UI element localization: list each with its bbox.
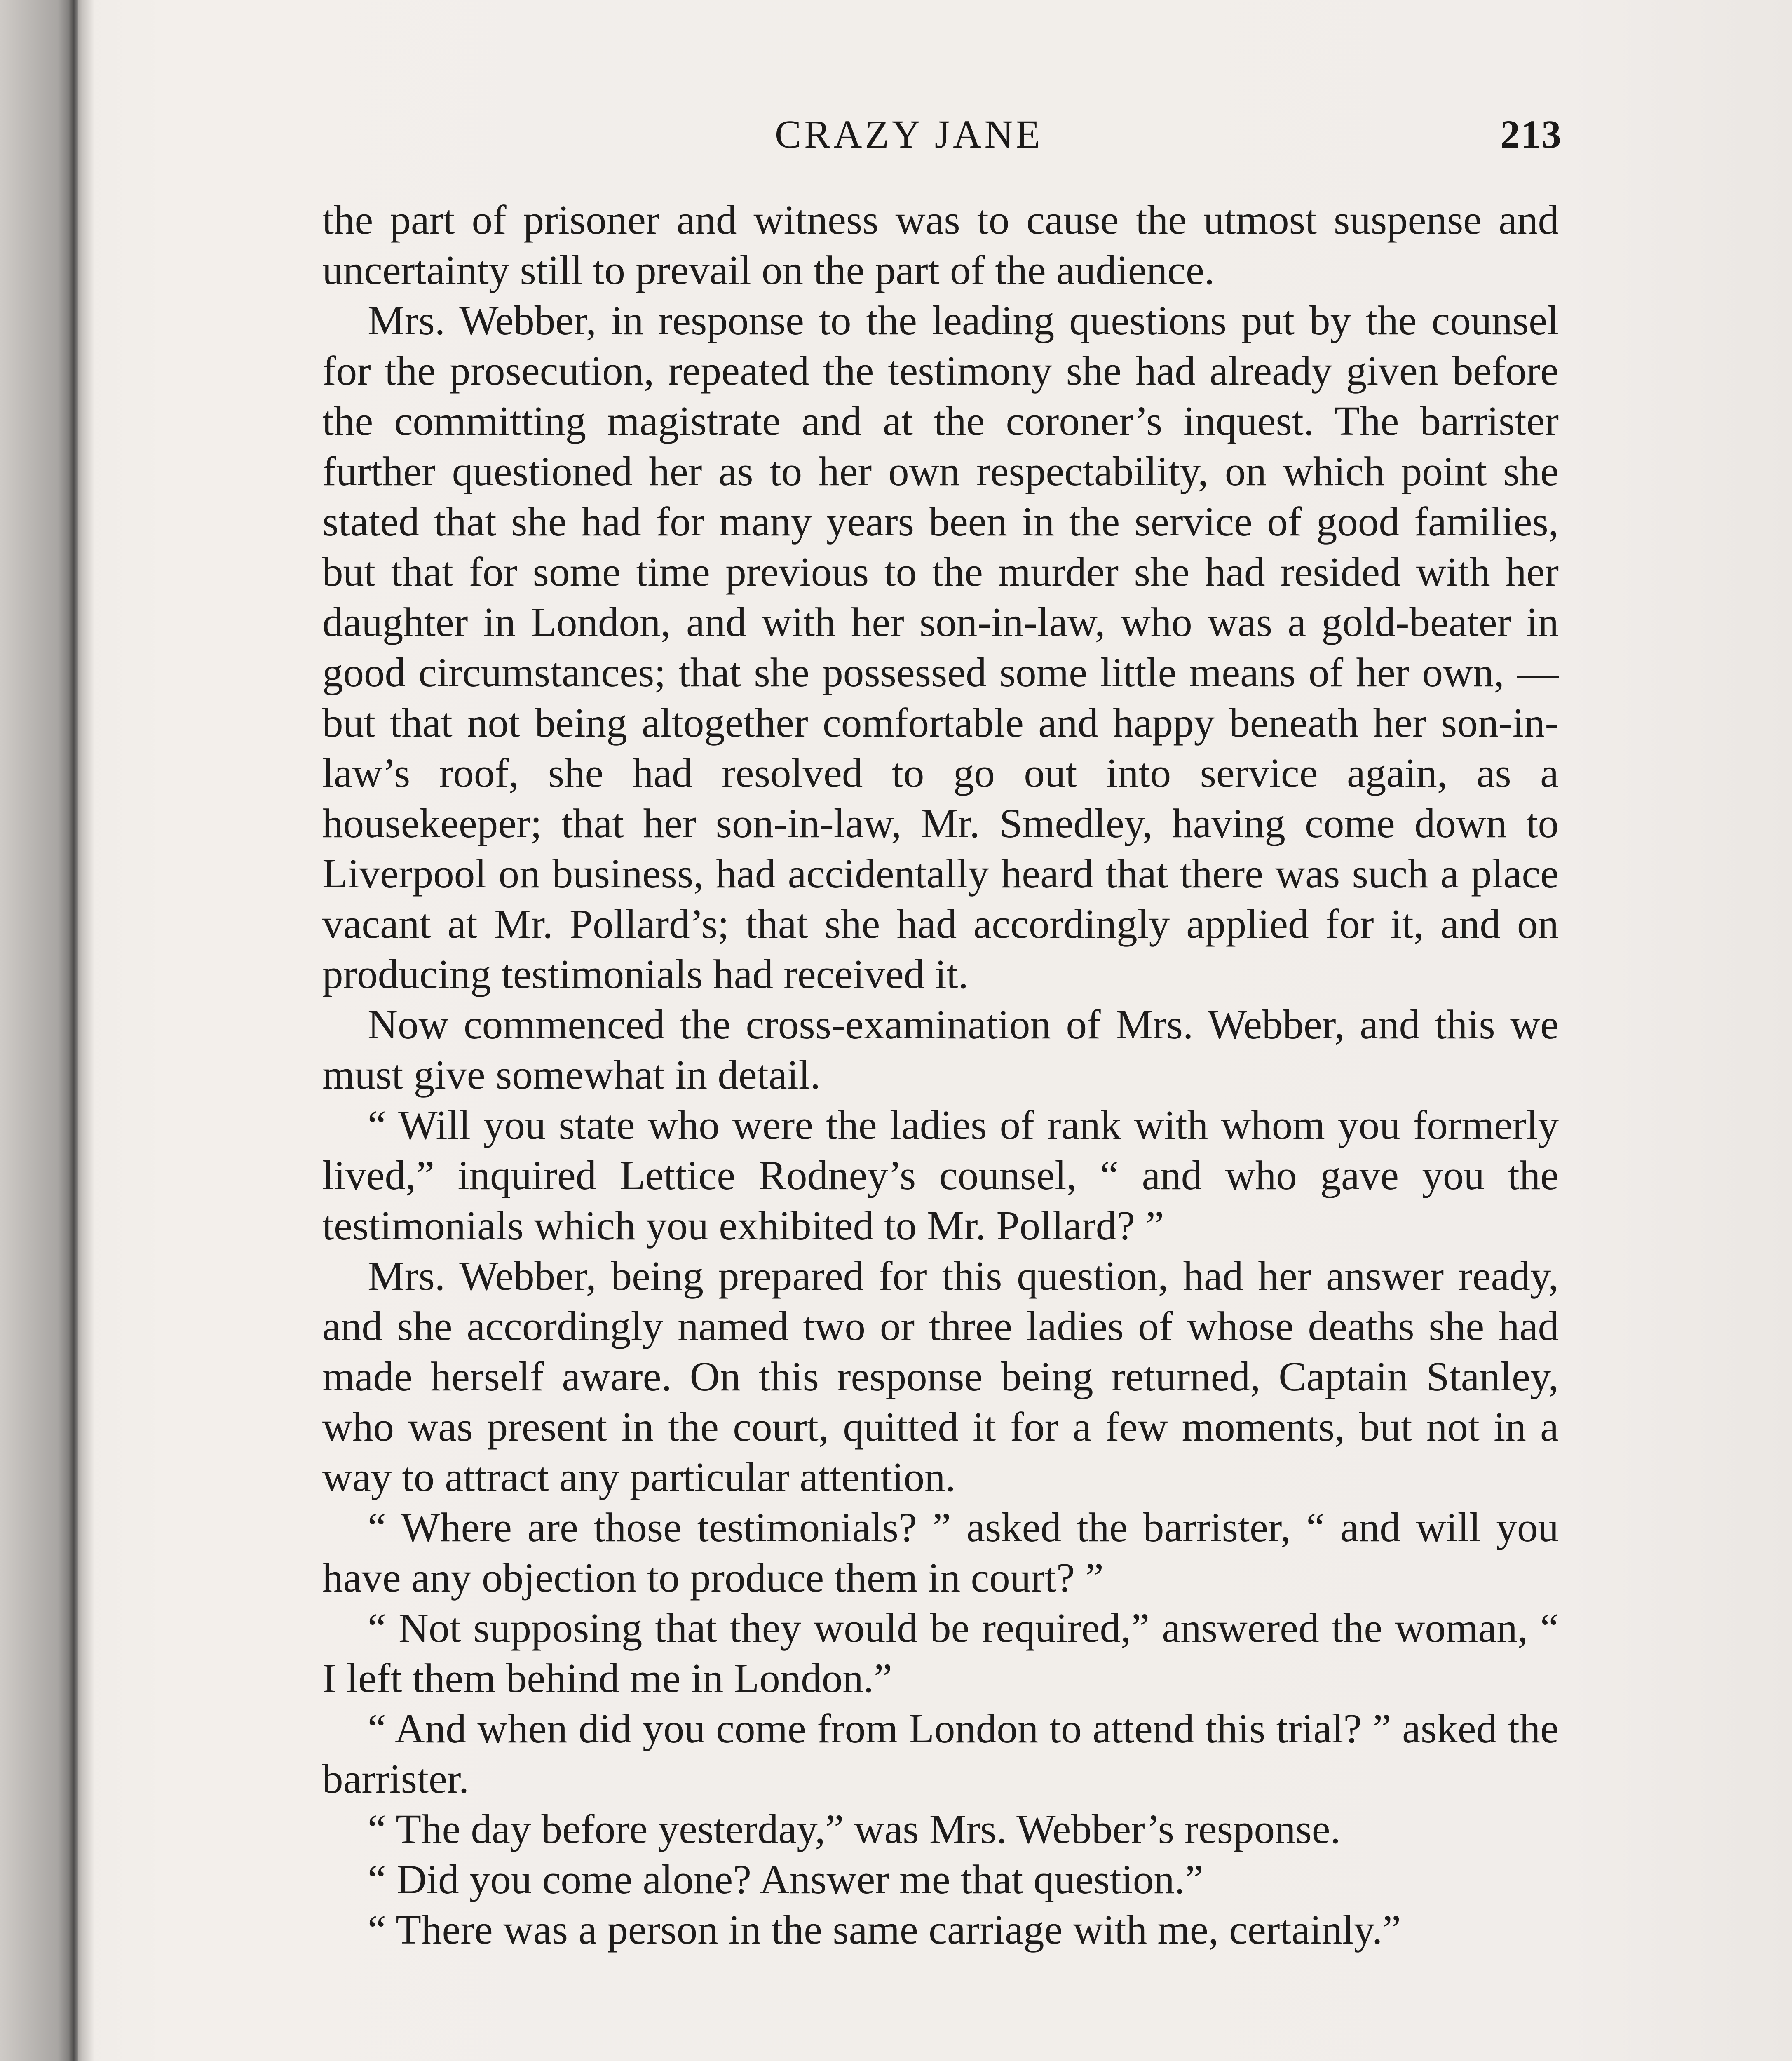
paragraph: “ And when did you come from London to attend this trial? ” asked the barrister. xyxy=(322,1705,1559,1802)
paragraph: Mrs. Webber, being prepared for this question, had her answer ready, and she accordingly named two or three ladies of whose deaths she had made herself aware. On this response being returned, Captain Stanley, who was present in the court, quitted it for a few moments, but not in a way to attract any particular attention. xyxy=(322,1253,1559,1500)
page-number: 213 xyxy=(1500,112,1562,156)
paragraph: Now commenced the cross-examination of Mrs. Webber, and this we must give somewhat in detail. xyxy=(322,1001,1559,1098)
paragraph: “ Did you come alone? Answer me that question.” xyxy=(368,1856,1203,1902)
paragraph: “ Not supposing that they would be required,” answered the woman, “ I left them behind me in London.” xyxy=(322,1605,1559,1701)
running-header xyxy=(321,111,1562,165)
paragraph: the part of prisoner and witness was to cause the utmost suspense and uncertainty still to prevail on the part of the audience. xyxy=(322,197,1559,293)
paragraph: “ Where are those testimonials? ” asked the barrister, “ and will you have any objection to produce them in court? ” xyxy=(322,1504,1559,1601)
running-title: CRAZY JANE xyxy=(775,112,1043,156)
spine-edge xyxy=(69,0,78,2061)
paragraph: “ The day before yesterday,” was Mrs. Webber’s response. xyxy=(368,1806,1341,1852)
body-text xyxy=(322,195,1559,1955)
paragraph: Mrs. Webber, in response to the leading questions put by the counsel for the prosecution, repeated the testimony she had already given before the committing magistrate and at the coroner’s inquest. The barrister further questioned her as to her own respectability, on which point she stated that she had for many years been in the service of good families, but that for some time previous to the murder she had resided with her daughter in London, and with her son-in-law, who was a gold-beater in good circumstances; that she possessed some little means of her own, — but that not being altogether comfortable and happy beneath her son-in-law’s roof, she had resolved to go out into service again, as a housekeeper; that her son-in-law, Mr. Smedley, having come down to Liverpool on business, had accidentally heard that there was such a place vacant at Mr. Pollard’s; that she had accordingly applied for it, and on producing testimonials had received it. xyxy=(322,297,1559,997)
spine-shadow xyxy=(0,0,95,2061)
paragraph: “ There was a person in the same carriage with me, certainly.” xyxy=(368,1906,1401,1953)
paragraph: “ Will you state who were the ladies of rank with whom you formerly lived,” inquired Lettice Rodney’s counsel, “ and who gave you the testimonials which you exhibited to Mr. Pollard? ” xyxy=(322,1102,1559,1249)
